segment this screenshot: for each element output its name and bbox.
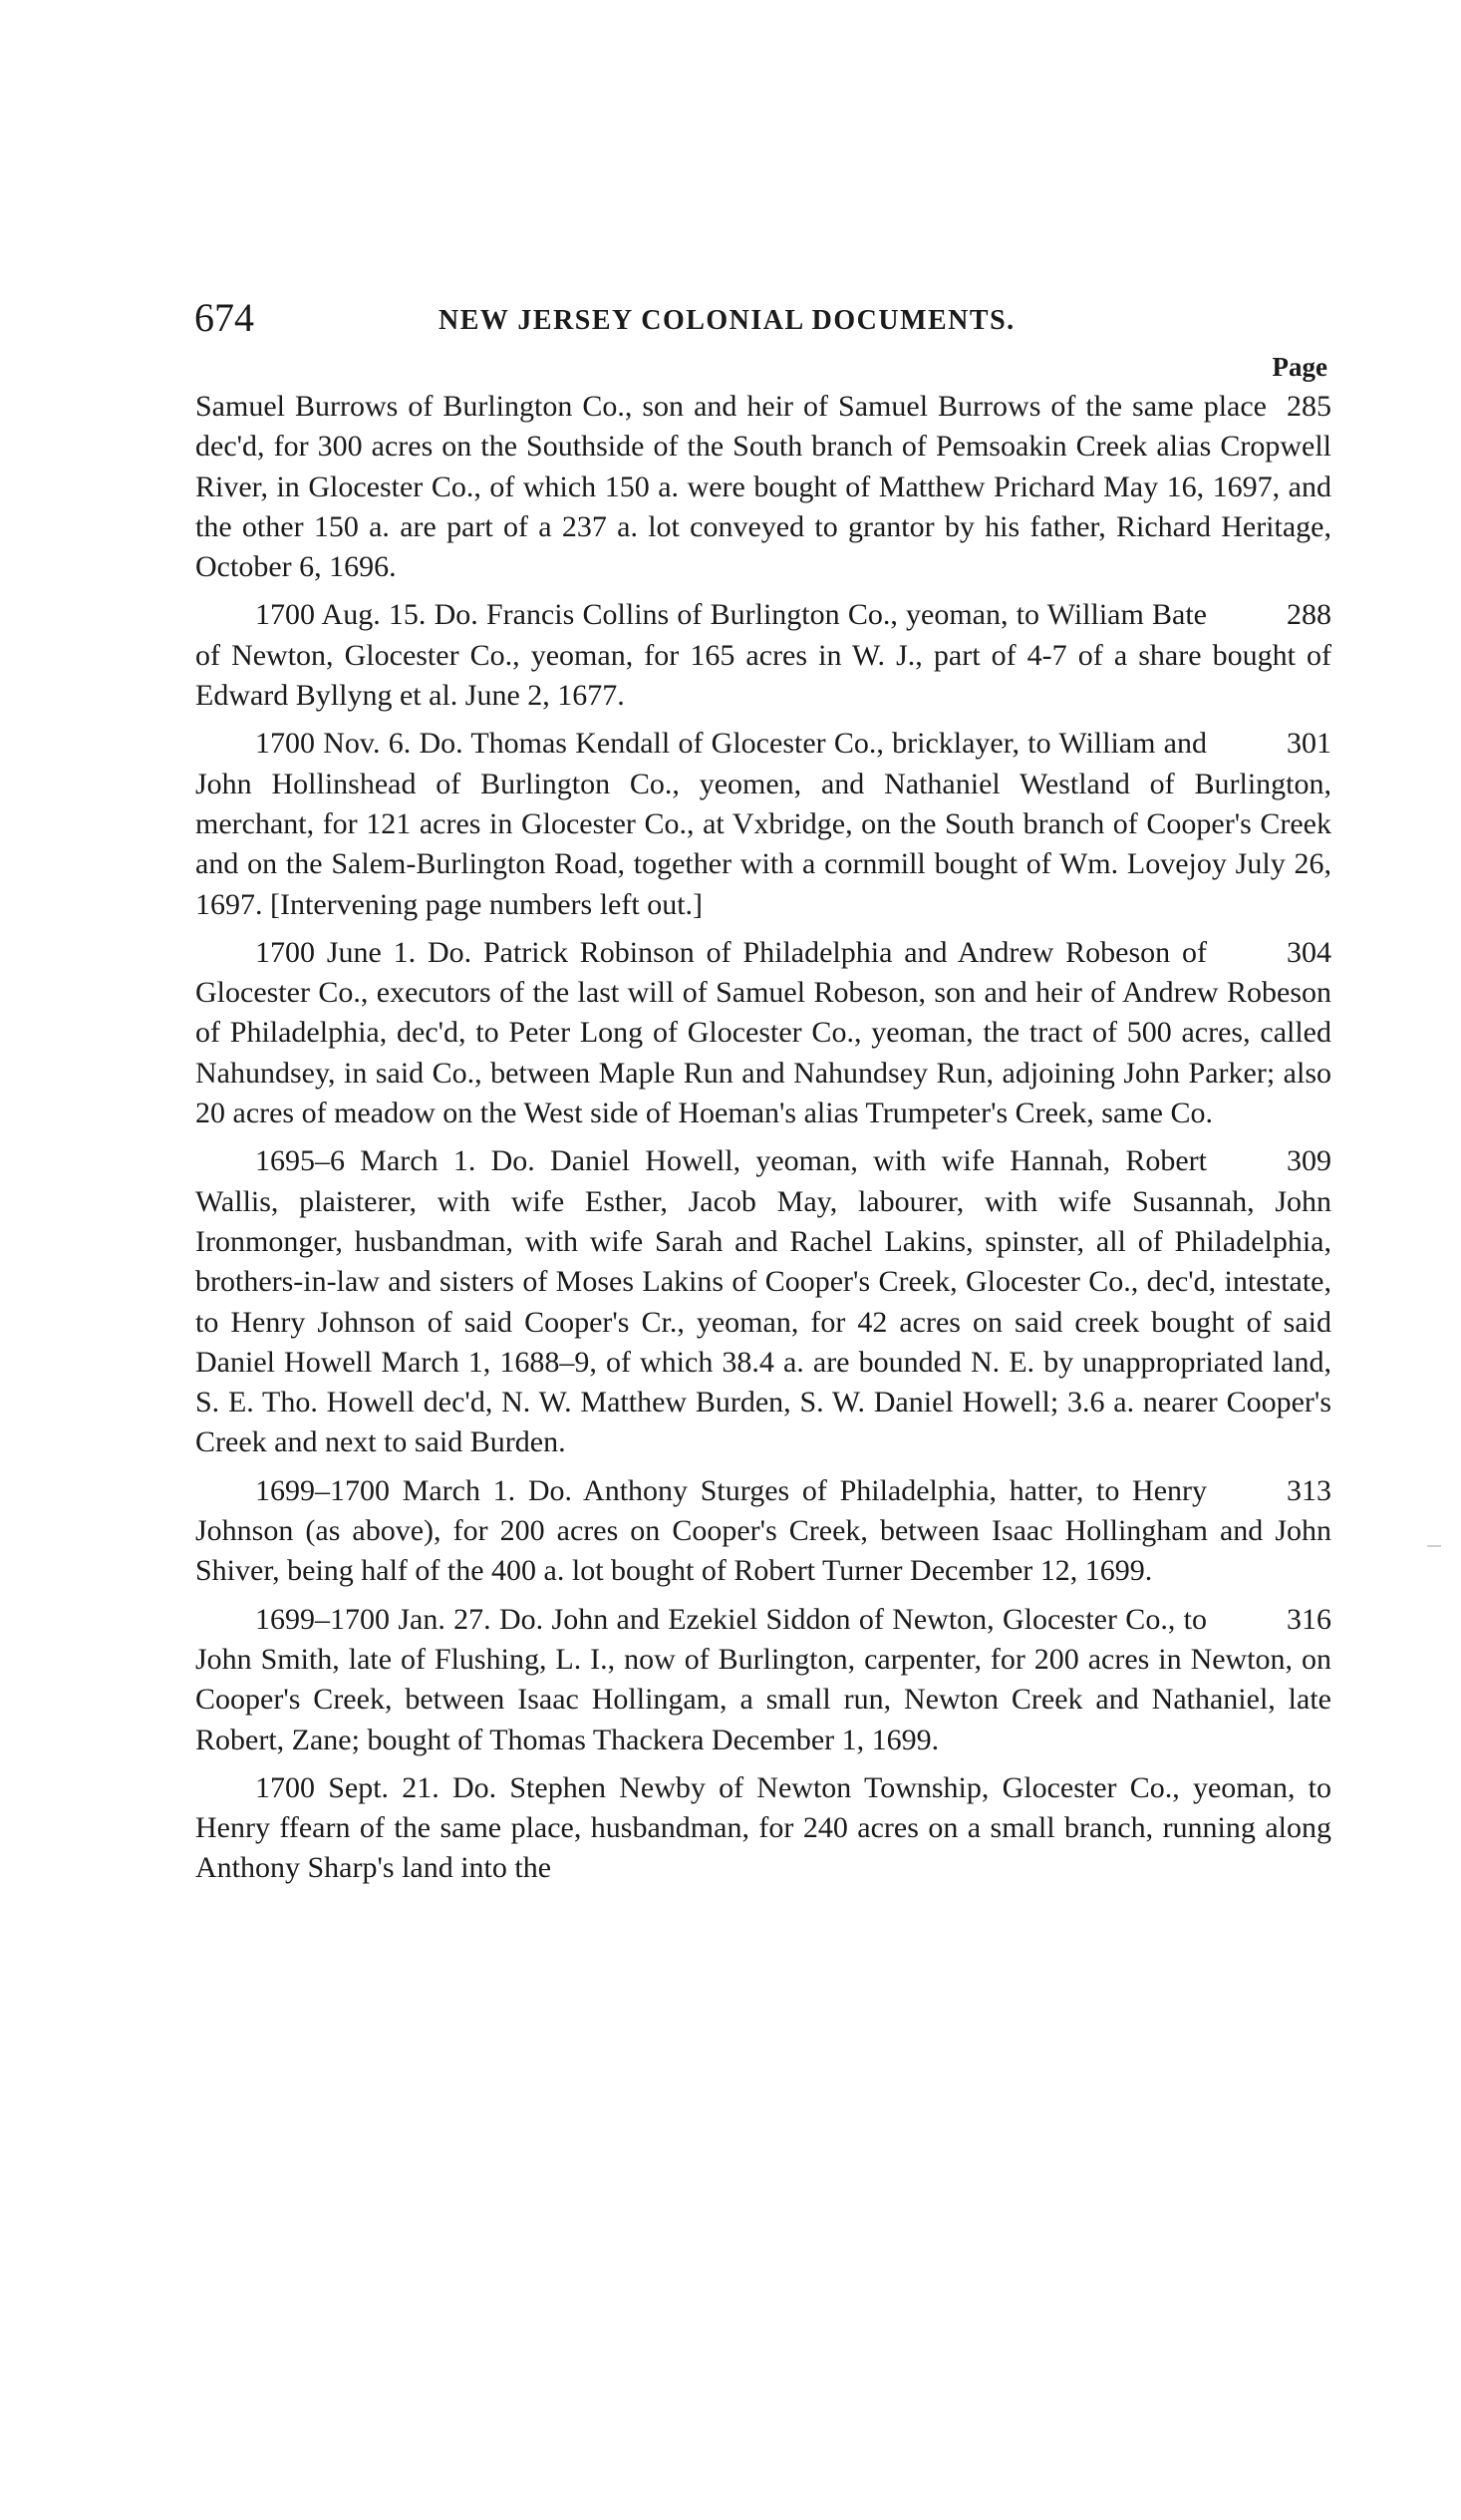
deed-entry: [195, 933, 1331, 1133]
entry-text: 1699–1700 March 1. Do. Anthony Sturges of Philadelphia, hatter, to Henry Johnson (as above), for 200 acres on Cooper's Creek, between Isaac Hollingham and John Shiver, being half of the 400 a. lot bought of Robert Turner December 12, 1699.: [195, 1473, 1331, 1588]
deed-entry: [195, 387, 1331, 587]
page-header: [194, 295, 1330, 345]
entry-text: 1700 Nov. 6. Do. Thomas Kendall of Glocester Co., bricklayer, to William and John Hollinshead of Burlington Co., yeomen, and Nathaniel Westland of Burlington, merchant, for 121 acres in Glocester Co., at Vxbridge, on the South branch of Cooper's Creek and on the Salem-Burlington Road, together with a cornmill bought of Wm. Lovejoy July 26, 1697. [Intervening page numbers left out.]: [195, 727, 1331, 921]
deed-entry: [195, 1471, 1331, 1592]
deed-entry: [195, 1141, 1331, 1462]
deed-entries: [195, 387, 1331, 1897]
page-number: 674: [194, 295, 254, 340]
entry-text: 1700 Sept. 21. Do. Stephen Newby of Newton Township, Glocester Co., yeoman, to Henry ffearn of the same place, husbandman, for 240 acres on a small branch, running along Anthony Sharp's land into the: [195, 1770, 1331, 1885]
deed-entry: [195, 1768, 1331, 1889]
deed-entry: [195, 595, 1331, 716]
entry-text: 1699–1700 Jan. 27. Do. John and Ezekiel Siddon of Newton, Glocester Co., to John Smith, late of Flushing, L. I., now of Burlington, carpenter, for 200 acres in Newton, on Cooper's Creek, between Isaac Hollingam, a small run, Newton Creek and Nathaniel, late Robert, Zane; bought of Thomas Thackera December 1, 1699.: [195, 1602, 1331, 1756]
page-reference: 301: [1287, 727, 1331, 761]
entry-text: Samuel Burrows of Burlington Co., son and heir of Samuel Burrows of the same place dec'd, for 300 acres on the Southside of the South branch of Pemsoakin Creek alias Cropwell River, in Glocester Co., of which 150 a. were bought of Matthew Prichard May 16, 1697, and the other 150 a. are part of a 237 a. lot conveyed to grantor by his father, Richard Heritage, October 6, 1696.: [195, 390, 1331, 584]
page-reference: 313: [1287, 1473, 1331, 1507]
running-title: NEW JERSEY COLONIAL DOCUMENTS.: [438, 305, 1016, 336]
page-reference: 304: [1287, 935, 1331, 969]
entry-text: 1700 June 1. Do. Patrick Robinson of Philadelphia and Andrew Robeson of Glocester Co., executors of the last will of Samuel Robeson, son and heir of Andrew Robeson of Philadelphia, dec'd, to Peter Long of Glocester Co., yeoman, the tract of 500 acres, called Nahundsey, in said Co., between Maple Run and Nahundsey Run, adjoining John Parker; also 20 acres of meadow on the West side of Hoeman's alias Trumpeter's Creek, same Co.: [195, 935, 1331, 1130]
page-reference: 316: [1287, 1602, 1331, 1636]
page-reference: 285: [1287, 390, 1331, 423]
page-reference: 309: [1287, 1144, 1331, 1178]
entry-text: 1700 Aug. 15. Do. Francis Collins of Burlington Co., yeoman, to William Bate of Newton, Glocester Co., yeoman, for 165 acres in W. J., part of 4-7 of a share bought of Edward Byllyng et al. June 2, 1677.: [195, 598, 1331, 713]
entry-text: 1695–6 March 1. Do. Daniel Howell, yeoman, with wife Hannah, Robert Wallis, plaisterer, with wife Esther, Jacob May, labourer, with wife Susannah, John Ironmonger, husbandman, with wife Sarah and Rachel Lakins, spinster, all of Philadelphia, brothers-in-law and sisters of Moses Lakins of Cooper's Creek, Glocester Co., dec'd, intestate, to Henry Johnson of said Cooper's Cr., yeoman, for 42 acres on said creek bought of said Daniel Howell March 1, 1688–9, of which 38.4 a. are bounded N. E. by unappropriated land, S. E. Tho. Howell dec'd, N. W. Matthew Burden, S. W. Daniel Howell; 3.6 a. nearer Cooper's Creek and next to said Burden.: [195, 1144, 1331, 1459]
deed-entry: [195, 1600, 1331, 1760]
margin-mark: [1427, 1545, 1441, 1547]
page-column-label: Page: [1272, 352, 1327, 382]
deed-entry: [195, 724, 1331, 924]
page-reference: 288: [1287, 598, 1331, 632]
